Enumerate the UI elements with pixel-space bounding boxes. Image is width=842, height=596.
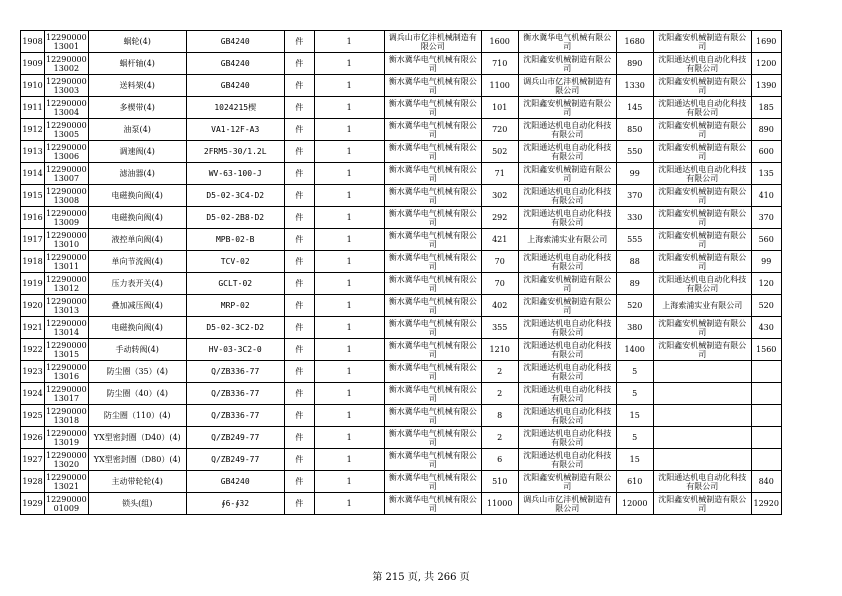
item-spec: GCLT-02 [186, 273, 284, 295]
table-row [21, 339, 782, 361]
item-quantity: 1 [314, 449, 384, 471]
supplier-3: 沈阳鑫安机械制造有限公司 [653, 251, 751, 273]
item-unit: 件 [284, 163, 314, 185]
item-unit: 件 [284, 229, 314, 251]
price-3: 560 [751, 229, 781, 251]
table-row [21, 53, 782, 75]
item-unit: 件 [284, 31, 314, 53]
price-2: 88 [616, 251, 653, 273]
row-number: 1910 [21, 75, 45, 97]
price-2: 555 [616, 229, 653, 251]
item-quantity: 1 [314, 119, 384, 141]
item-spec: GB4240 [186, 53, 284, 75]
item-quantity: 1 [314, 207, 384, 229]
price-1: 101 [481, 97, 518, 119]
supplier-1: 衡水冀华电气机械有限公司 [384, 163, 481, 185]
price-3: 890 [751, 119, 781, 141]
supplier-1: 衡水冀华电气机械有限公司 [384, 97, 481, 119]
item-unit: 件 [284, 185, 314, 207]
row-number: 1919 [21, 273, 45, 295]
price-1: 720 [481, 119, 518, 141]
row-number: 1911 [21, 97, 45, 119]
page-footer: 第 215 页, 共 266 页 [372, 572, 470, 583]
table-row [21, 75, 782, 97]
row-number: 1928 [21, 471, 45, 493]
item-spec: D5-02-3C4-D2 [186, 185, 284, 207]
material-code: 12290000 13001 [46, 32, 87, 51]
row-number: 1920 [21, 295, 45, 317]
supplier-2: 沈阳通达机电自动化科技有限公司 [518, 339, 616, 361]
row-number: 1925 [21, 405, 45, 427]
price-3: 1560 [751, 339, 781, 361]
supplier-2: 调兵山市亿沣机械制造有限公司 [518, 493, 616, 515]
item-spec: Q/ZB336-77 [186, 405, 284, 427]
price-2: 890 [616, 53, 653, 75]
item-spec: GB4240 [186, 471, 284, 493]
price-1: 11000 [481, 493, 518, 515]
item-name: 送料架(4) [88, 75, 186, 97]
item-quantity: 1 [314, 273, 384, 295]
item-name: 锁头(组) [88, 493, 186, 515]
price-3 [751, 427, 781, 449]
item-unit: 件 [284, 449, 314, 471]
row-number: 1913 [21, 141, 45, 163]
price-2: 380 [616, 317, 653, 339]
table-row [21, 493, 782, 515]
supplier-3: 上海索浦实业有限公司 [653, 295, 751, 317]
supplier-2: 沈阳通达机电自动化科技有限公司 [518, 405, 616, 427]
supplier-3 [653, 361, 751, 383]
item-spec: Q/ZB249-77 [186, 449, 284, 471]
item-quantity: 1 [314, 31, 384, 53]
price-3 [751, 449, 781, 471]
material-code: 12290000 13009 [46, 208, 87, 227]
row-number: 1909 [21, 53, 45, 75]
supplier-3 [653, 427, 751, 449]
item-quantity: 1 [314, 185, 384, 207]
price-3 [751, 383, 781, 405]
material-code: 12290000 13014 [46, 318, 87, 337]
table-row [21, 207, 782, 229]
supplier-3 [653, 383, 751, 405]
supplier-3: 沈阳通达机电自动化科技有限公司 [653, 471, 751, 493]
item-spec: Q/ZB336-77 [186, 361, 284, 383]
row-number: 1926 [21, 427, 45, 449]
supplier-1: 衡水冀华电气机械有限公司 [384, 317, 481, 339]
item-quantity: 1 [314, 141, 384, 163]
supplier-1: 衡水冀华电气机械有限公司 [384, 493, 481, 515]
supplier-2: 沈阳通达机电自动化科技有限公司 [518, 449, 616, 471]
supplier-3 [653, 405, 751, 427]
price-2: 5 [616, 383, 653, 405]
material-code: 12290000 01009 [46, 494, 87, 513]
price-3: 99 [751, 251, 781, 273]
supplier-2: 沈阳通达机电自动化科技有限公司 [518, 361, 616, 383]
item-quantity: 1 [314, 229, 384, 251]
item-name: 压力表开关(4) [88, 273, 186, 295]
price-2: 330 [616, 207, 653, 229]
item-unit: 件 [284, 317, 314, 339]
price-1: 710 [481, 53, 518, 75]
price-3: 135 [751, 163, 781, 185]
price-1: 302 [481, 185, 518, 207]
table-row [21, 471, 782, 493]
price-3: 410 [751, 185, 781, 207]
supplier-3: 沈阳鑫安机械制造有限公司 [653, 75, 751, 97]
table-row [21, 141, 782, 163]
price-1: 355 [481, 317, 518, 339]
price-3: 520 [751, 295, 781, 317]
item-quantity: 1 [314, 383, 384, 405]
item-quantity: 1 [314, 295, 384, 317]
item-spec: Q/ZB336-77 [186, 383, 284, 405]
price-3: 120 [751, 273, 781, 295]
price-3: 185 [751, 97, 781, 119]
table-row [21, 273, 782, 295]
supplier-2: 沈阳通达机电自动化科技有限公司 [518, 207, 616, 229]
supplier-2: 沈阳鑫安机械制造有限公司 [518, 273, 616, 295]
price-2: 1330 [616, 75, 653, 97]
item-spec: D5-02-2B8-D2 [186, 207, 284, 229]
item-spec: VA1-12F-A3 [186, 119, 284, 141]
price-3: 1690 [751, 31, 781, 53]
item-unit: 件 [284, 427, 314, 449]
table-body [21, 31, 782, 515]
supplier-3: 沈阳鑫安机械制造有限公司 [653, 141, 751, 163]
supplier-1: 衡水冀华电气机械有限公司 [384, 229, 481, 251]
price-2: 1680 [616, 31, 653, 53]
item-spec: GB4240 [186, 31, 284, 53]
price-2: 5 [616, 427, 653, 449]
price-1: 421 [481, 229, 518, 251]
supplier-1: 衡水冀华电气机械有限公司 [384, 427, 481, 449]
row-number: 1927 [21, 449, 45, 471]
item-unit: 件 [284, 471, 314, 493]
price-3: 1200 [751, 53, 781, 75]
material-code: 12290000 13017 [46, 384, 87, 403]
item-name: 主动带轮轮(4) [88, 471, 186, 493]
supplier-1: 衡水冀华电气机械有限公司 [384, 383, 481, 405]
row-number: 1916 [21, 207, 45, 229]
supplier-2: 调兵山市亿沣机械制造有限公司 [518, 75, 616, 97]
supplier-3: 沈阳鑫安机械制造有限公司 [653, 493, 751, 515]
supplier-1: 衡水冀华电气机械有限公司 [384, 53, 481, 75]
price-2: 99 [616, 163, 653, 185]
item-unit: 件 [284, 405, 314, 427]
price-1: 1100 [481, 75, 518, 97]
supplier-2: 沈阳通达机电自动化科技有限公司 [518, 185, 616, 207]
price-2: 5 [616, 361, 653, 383]
price-2: 370 [616, 185, 653, 207]
item-quantity: 1 [314, 361, 384, 383]
price-2: 850 [616, 119, 653, 141]
price-2: 12000 [616, 493, 653, 515]
item-quantity: 1 [314, 317, 384, 339]
price-3: 1390 [751, 75, 781, 97]
item-quantity: 1 [314, 75, 384, 97]
item-unit: 件 [284, 53, 314, 75]
item-spec: 2FRM5-30/1.2L [186, 141, 284, 163]
material-code: 12290000 13007 [46, 164, 87, 183]
price-3: 370 [751, 207, 781, 229]
supplier-2: 沈阳通达机电自动化科技有限公司 [518, 383, 616, 405]
supplier-1: 衡水冀华电气机械有限公司 [384, 141, 481, 163]
material-code: 12290000 13005 [46, 120, 87, 139]
supplier-2: 上海索浦实业有限公司 [518, 229, 616, 251]
material-code: 12290000 13011 [46, 252, 87, 271]
price-1: 2 [481, 361, 518, 383]
item-unit: 件 [284, 141, 314, 163]
supplier-1: 衡水冀华电气机械有限公司 [384, 471, 481, 493]
row-number: 1924 [21, 383, 45, 405]
price-1: 1600 [481, 31, 518, 53]
item-spec: HV-03-3C2-0 [186, 339, 284, 361]
item-spec: WV-63-100-J [186, 163, 284, 185]
table-row [21, 405, 782, 427]
material-code: 12290000 13015 [46, 340, 87, 359]
supplier-3: 沈阳鑫安机械制造有限公司 [653, 31, 751, 53]
item-spec: TCV-02 [186, 251, 284, 273]
supplier-1: 衡水冀华电气机械有限公司 [384, 273, 481, 295]
item-name: 叠加减压阀(4) [88, 295, 186, 317]
price-2: 550 [616, 141, 653, 163]
material-code: 12290000 13018 [46, 406, 87, 425]
table-row [21, 361, 782, 383]
material-code: 12290000 13016 [46, 362, 87, 381]
table-row [21, 97, 782, 119]
price-3: 600 [751, 141, 781, 163]
row-number: 1918 [21, 251, 45, 273]
supplier-2: 沈阳鑫安机械制造有限公司 [518, 97, 616, 119]
supplier-3: 沈阳鑫安机械制造有限公司 [653, 229, 751, 251]
item-quantity: 1 [314, 339, 384, 361]
item-quantity: 1 [314, 251, 384, 273]
price-1: 70 [481, 273, 518, 295]
supplier-2: 沈阳通达机电自动化科技有限公司 [518, 427, 616, 449]
table-row [21, 185, 782, 207]
item-spec: MPB-02-B [186, 229, 284, 251]
supplier-1: 衡水冀华电气机械有限公司 [384, 295, 481, 317]
price-1: 8 [481, 405, 518, 427]
row-number: 1912 [21, 119, 45, 141]
row-number: 1921 [21, 317, 45, 339]
material-code: 12290000 13002 [46, 54, 87, 73]
item-unit: 件 [284, 119, 314, 141]
material-code: 12290000 13008 [46, 186, 87, 205]
supplier-1: 衡水冀华电气机械有限公司 [384, 449, 481, 471]
row-number: 1915 [21, 185, 45, 207]
table-row [21, 427, 782, 449]
supplier-1: 调兵山市亿沣机械制造有限公司 [384, 31, 481, 53]
item-name: 防尘圈（110）(4) [88, 405, 186, 427]
material-code: 12290000 13010 [46, 230, 87, 249]
supplier-3: 沈阳通达机电自动化科技有限公司 [653, 273, 751, 295]
supplier-2: 沈阳鑫安机械制造有限公司 [518, 53, 616, 75]
material-code: 12290000 13012 [46, 274, 87, 293]
item-unit: 件 [284, 273, 314, 295]
supplier-2: 衡水冀华电气机械有限公司 [518, 31, 616, 53]
supplier-1: 衡水冀华电气机械有限公司 [384, 185, 481, 207]
price-3: 12920 [751, 493, 781, 515]
price-1: 2 [481, 427, 518, 449]
supplier-3: 沈阳鑫安机械制造有限公司 [653, 317, 751, 339]
item-spec: Q/ZB249-77 [186, 427, 284, 449]
supplier-1: 衡水冀华电气机械有限公司 [384, 251, 481, 273]
item-name: 手动转阀(4) [88, 339, 186, 361]
item-spec: GB4240 [186, 75, 284, 97]
item-unit: 件 [284, 207, 314, 229]
item-name: 蜗杆轴(4) [88, 53, 186, 75]
row-number: 1908 [21, 31, 45, 53]
price-1: 510 [481, 471, 518, 493]
price-3: 430 [751, 317, 781, 339]
material-code: 12290000 13020 [46, 450, 87, 469]
price-1: 6 [481, 449, 518, 471]
table-row [21, 449, 782, 471]
supplier-3: 沈阳鑫安机械制造有限公司 [653, 339, 751, 361]
item-name: 油泵(4) [88, 119, 186, 141]
supplier-2: 沈阳通达机电自动化科技有限公司 [518, 251, 616, 273]
item-spec: 1024215楔 [186, 97, 284, 119]
item-name: 调速阀(4) [88, 141, 186, 163]
price-2: 145 [616, 97, 653, 119]
price-3: 840 [751, 471, 781, 493]
item-name: 电磁换向阀(4) [88, 317, 186, 339]
supplier-2: 沈阳鑫安机械制造有限公司 [518, 163, 616, 185]
supplier-1: 衡水冀华电气机械有限公司 [384, 405, 481, 427]
table-row [21, 383, 782, 405]
supplier-3: 沈阳鑫安机械制造有限公司 [653, 119, 751, 141]
material-code: 12290000 13004 [46, 98, 87, 117]
table-row [21, 229, 782, 251]
item-quantity: 1 [314, 405, 384, 427]
supplier-3: 沈阳鑫安机械制造有限公司 [653, 185, 751, 207]
item-unit: 件 [284, 97, 314, 119]
material-code: 12290000 13006 [46, 142, 87, 161]
item-quantity: 1 [314, 163, 384, 185]
item-name: 单向节流阀(4) [88, 251, 186, 273]
item-name: YX型密封圈（D80）(4) [88, 449, 186, 471]
supplier-2: 沈阳通达机电自动化科技有限公司 [518, 317, 616, 339]
item-name: 多楔带(4) [88, 97, 186, 119]
supplier-2: 沈阳鑫安机械制造有限公司 [518, 471, 616, 493]
price-1: 2 [481, 383, 518, 405]
supplier-1: 衡水冀华电气机械有限公司 [384, 75, 481, 97]
item-name: 电磁换向阀(4) [88, 185, 186, 207]
price-2: 1400 [616, 339, 653, 361]
supplier-3: 沈阳鑫安机械制造有限公司 [653, 207, 751, 229]
supplier-1: 衡水冀华电气机械有限公司 [384, 361, 481, 383]
item-name: 蜗轮(4) [88, 31, 186, 53]
supplier-2: 沈阳通达机电自动化科技有限公司 [518, 119, 616, 141]
price-1: 502 [481, 141, 518, 163]
row-number: 1929 [21, 493, 45, 515]
row-number: 1914 [21, 163, 45, 185]
material-code: 12290000 13003 [46, 76, 87, 95]
supplier-3: 沈阳通达机电自动化科技有限公司 [653, 163, 751, 185]
price-2: 15 [616, 449, 653, 471]
item-spec: D5-02-3C2-D2 [186, 317, 284, 339]
price-1: 71 [481, 163, 518, 185]
row-number: 1917 [21, 229, 45, 251]
item-unit: 件 [284, 75, 314, 97]
item-quantity: 1 [314, 493, 384, 515]
table-row [21, 251, 782, 273]
item-name: 电磁换向阀(4) [88, 207, 186, 229]
item-unit: 件 [284, 251, 314, 273]
table-row [21, 317, 782, 339]
price-1: 292 [481, 207, 518, 229]
price-3 [751, 361, 781, 383]
price-table [20, 30, 782, 515]
table-row [21, 163, 782, 185]
item-name: 防尘圈（35）(4) [88, 361, 186, 383]
price-1: 402 [481, 295, 518, 317]
material-code: 12290000 13021 [46, 472, 87, 491]
price-2: 89 [616, 273, 653, 295]
supplier-2: 沈阳鑫安机械制造有限公司 [518, 295, 616, 317]
item-unit: 件 [284, 339, 314, 361]
item-name: 液控单向阀(4) [88, 229, 186, 251]
item-name: 防尘圈（40）(4) [88, 383, 186, 405]
item-spec: ∮6-∮32 [186, 493, 284, 515]
material-code: 12290000 13013 [46, 296, 87, 315]
item-quantity: 1 [314, 97, 384, 119]
supplier-1: 衡水冀华电气机械有限公司 [384, 119, 481, 141]
row-number: 1922 [21, 339, 45, 361]
item-quantity: 1 [314, 471, 384, 493]
item-quantity: 1 [314, 427, 384, 449]
item-unit: 件 [284, 361, 314, 383]
table-row [21, 295, 782, 317]
price-2: 15 [616, 405, 653, 427]
item-unit: 件 [284, 383, 314, 405]
price-3 [751, 405, 781, 427]
price-1: 1210 [481, 339, 518, 361]
supplier-3: 沈阳通达机电自动化科技有限公司 [653, 97, 751, 119]
price-1: 70 [481, 251, 518, 273]
supplier-3: 沈阳通达机电自动化科技有限公司 [653, 53, 751, 75]
supplier-1: 衡水冀华电气机械有限公司 [384, 207, 481, 229]
item-unit: 件 [284, 493, 314, 515]
table-row [21, 31, 782, 53]
item-unit: 件 [284, 295, 314, 317]
table-row [21, 119, 782, 141]
item-spec: MRP-02 [186, 295, 284, 317]
material-code: 12290000 13019 [46, 428, 87, 447]
supplier-3 [653, 449, 751, 471]
price-2: 520 [616, 295, 653, 317]
supplier-2: 沈阳通达机电自动化科技有限公司 [518, 141, 616, 163]
price-2: 610 [616, 471, 653, 493]
supplier-1: 衡水冀华电气机械有限公司 [384, 339, 481, 361]
item-quantity: 1 [314, 53, 384, 75]
item-name: YX型密封圈（D40）(4) [88, 427, 186, 449]
item-name: 滤油器(4) [88, 163, 186, 185]
row-number: 1923 [21, 361, 45, 383]
